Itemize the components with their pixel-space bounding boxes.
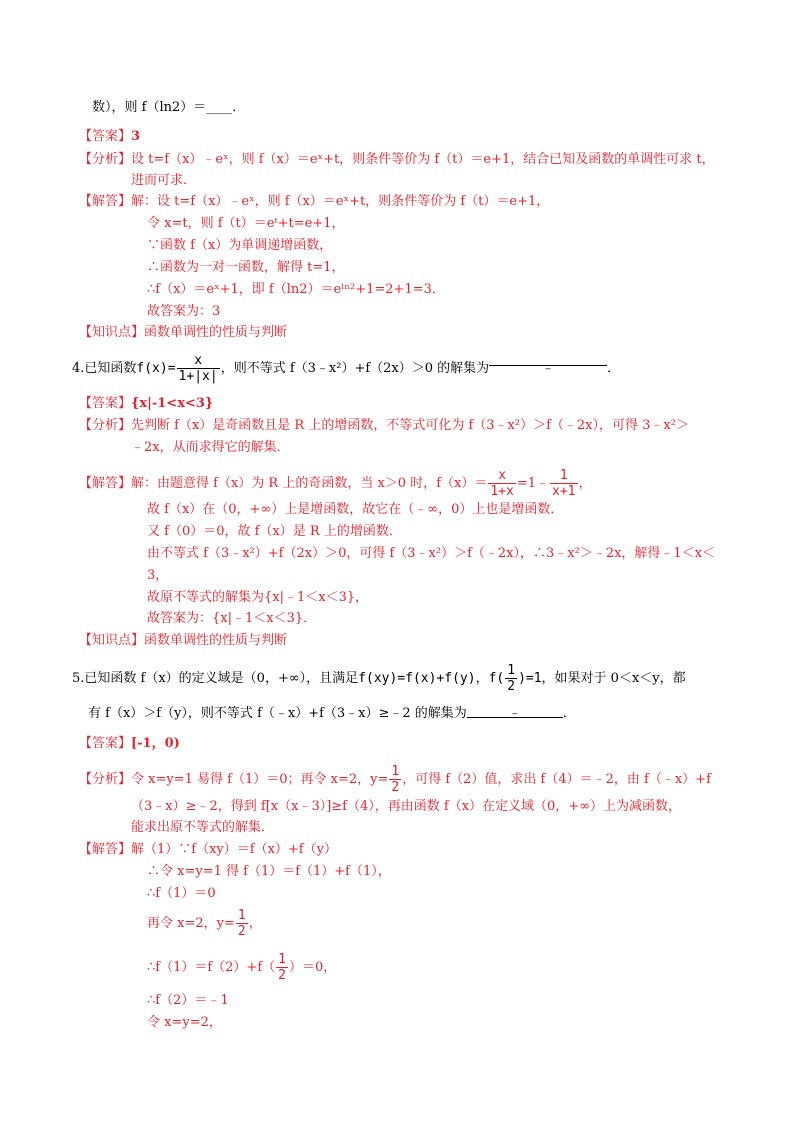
q5-answer — [79, 734, 180, 754]
q5-stem-end: ． — [562, 706, 576, 721]
denominator: 2 — [237, 924, 246, 939]
analysis-fraction — [389, 764, 401, 795]
q5-solution-line — [147, 906, 262, 942]
solution-text: 再令 x=2，y= — [147, 916, 235, 931]
q3-solution-line: 故答案为：3 — [147, 304, 221, 319]
denominator: x+1 — [552, 484, 576, 499]
solution-text: 解：设 t=f（x）﹣eˣ，则 f（x）＝eˣ+t，则条件等价为 f（t）＝e+1， — [131, 194, 550, 209]
numerator: 1 — [559, 468, 568, 483]
q5-analysis-cont: 能求出原不等式的解集． — [131, 820, 275, 835]
q5-solution-line: ∴f（1）＝0 — [147, 886, 216, 901]
numerator: 1 — [237, 908, 246, 923]
q5-solution-line: ∴f（2）＝﹣1 — [147, 993, 229, 1008]
numerator: 1 — [507, 663, 516, 678]
solution-tag: 【解答】 — [79, 476, 132, 491]
q4-stem — [72, 352, 620, 386]
q5-solution — [79, 840, 337, 860]
q5-analysis-cont: （3﹣x）≥﹣2，得到 f[x（x﹣3）]≥f（4），再由函数 f（x）在定义域（0，+∞）上为减函数， — [131, 799, 682, 814]
q4-solution-line: 故答案为：{x|﹣1＜x＜3}． — [147, 611, 317, 626]
numerator: 1 — [391, 764, 400, 779]
q3-knowledge — [79, 323, 287, 343]
denominator: 2 — [278, 968, 286, 983]
q4-knowledge — [79, 631, 287, 651]
numerator: x — [498, 468, 507, 483]
q4-analysis — [79, 416, 689, 436]
answer-tag: 【答案】 — [79, 736, 132, 751]
q5-analysis — [79, 763, 711, 797]
knowledge-tag: 【知识点】 — [79, 325, 145, 340]
analysis-tag: 【分析】 — [79, 772, 132, 787]
solution-text: 解（1）∵f（xy）＝f（x）+f（y） — [131, 842, 337, 857]
solution-text: ）＝0， — [288, 960, 337, 975]
solution-fraction — [236, 908, 248, 939]
q5-function-fraction — [505, 663, 517, 694]
answer-blank — [467, 704, 563, 721]
answer-blank — [489, 352, 607, 376]
q3-solution-line: ∴函数为一对一函数，解得 t=1， — [147, 260, 345, 275]
q5-stem-text: 有 f（x）＞f（y），则不等式 f（﹣x）+f（3﹣x）≥﹣2 的解集为 — [88, 706, 467, 721]
analysis-text: 设 t=f（x）﹣eˣ，则 f（x）＝eˣ+t，则条件等价为 f（t）＝e+1，结合已知及函数的单调性可求 t， — [131, 152, 715, 167]
blank-mark: ﹣ — [508, 706, 522, 721]
q4-solution-line: 故原不等式的解集为{x|﹣1＜x＜3}， — [147, 590, 369, 605]
solution-fraction — [276, 952, 288, 983]
q3-analysis — [79, 150, 715, 170]
q4-analysis-cont: ﹣2x，从而求得它的解集． — [131, 440, 290, 455]
answer-tag: 【答案】 — [79, 129, 132, 144]
numerator: 1 — [278, 952, 286, 967]
knowledge-tag: 【知识点】 — [79, 633, 145, 648]
q4-solution-line: 故 f（x）在（0，+∞）上是增函数，故它在（﹣∞，0）上也是增函数． — [147, 502, 564, 517]
solution-text: =1﹣ — [516, 476, 550, 491]
q4-stem-prefix: 4.已知函数 — [72, 361, 137, 376]
knowledge-text: 函数单调性的性质与判断 — [144, 633, 288, 648]
solution-text: ， — [248, 916, 262, 931]
solution-tag: 【解答】 — [79, 194, 132, 209]
q5-solution-line: 令 x=y=2， — [147, 1015, 222, 1030]
q3-solution — [79, 192, 549, 212]
denominator: 2 — [507, 679, 516, 694]
denominator: 1+x — [490, 484, 514, 499]
knowledge-text: 函数单调性的性质与判断 — [144, 325, 288, 340]
q3-solution-line: ∵函数 f（x）为单调递增函数， — [147, 238, 333, 253]
denominator: 1+|x| — [178, 369, 218, 384]
q5-stem — [72, 661, 686, 697]
q5-stem-line2 — [88, 704, 576, 724]
numerator: x — [194, 353, 203, 368]
q3-stem-tail: 数），则 f（ln2）＝____． — [92, 100, 246, 115]
solution-text: 解：由题意得 f（x）为 R 上的奇函数，当 x＞0 时，f（x）＝ — [131, 476, 488, 491]
q5-stem-suffix: ，如果对于 0＜x＜y，都 — [541, 671, 686, 686]
denominator: 2 — [391, 780, 400, 795]
answer-value: 3 — [131, 129, 141, 144]
answer-value: {x|-1<x<3} — [131, 396, 214, 411]
solution-text: ∴f（1）＝f（2）+f（ — [147, 960, 276, 975]
q4-solution — [79, 466, 592, 502]
analysis-tag: 【分析】 — [79, 418, 132, 433]
blank-mark: ﹣ — [541, 361, 555, 376]
q3-solution-line: 令 x=t，则 f（t）＝eᵗ+t=e+1， — [147, 216, 345, 231]
q3-analysis-cont: 进而可求． — [131, 173, 197, 188]
q4-solution-line: 由不等式 f（3﹣x²）+f（2x）＞0，可得 f（3﹣x²）＞f（﹣2x），∴3﹣x²＞﹣2x，解得﹣1＜x＜ — [147, 546, 716, 561]
q3-answer — [79, 127, 140, 147]
q4-function-fraction — [177, 353, 220, 384]
q5-function-eq: f(xy)=f(x)+f(y)，f( — [358, 671, 505, 686]
analysis-text: ，可得 f（2）值，求出 f（4）＝﹣2，由 f（﹣x）+f — [402, 772, 711, 787]
solution-tag: 【解答】 — [79, 842, 132, 857]
q4-function-lhs: f(x)= — [136, 361, 176, 376]
answer-tag: 【答案】 — [79, 396, 132, 411]
analysis-tag: 【分析】 — [79, 152, 132, 167]
solution-fraction — [488, 468, 515, 499]
q5-function-eq-end: )=1 — [518, 671, 542, 686]
answer-value: [-1，0) — [131, 736, 180, 751]
analysis-text: 先判断 f（x）是奇函数且是 R 上的增函数，不等式可化为 f（3﹣x²）＞f（﹣2x），可得 3﹣x²＞ — [131, 418, 689, 433]
q5-solution-line — [147, 950, 336, 986]
q4-answer — [79, 394, 213, 414]
q3-solution-line: ∴f（x）＝eˣ+1，即 f（ln2）＝eˡⁿ²+1=2+1=3． — [147, 282, 445, 297]
solution-text: ， — [578, 476, 592, 491]
q4-solution-line: 又 f（0）＝0，故 f（x）是 R 上的增函数． — [147, 524, 402, 539]
analysis-text: 令 x=y=1 易得 f（1）＝0；再令 x=2，y= — [131, 772, 389, 787]
q4-stem-end: ． — [607, 361, 621, 376]
q5-stem-prefix: 5.已知函数 f（x）的定义域是（0，+∞），且满足 — [72, 671, 359, 686]
q4-solution-line: 3， — [147, 568, 169, 583]
q5-solution-line: ∴令 x=y=1 得 f（1）＝f（1）+f（1）， — [147, 864, 391, 879]
solution-fraction — [550, 468, 577, 499]
q4-stem-suffix: ，则不等式 f（3﹣x²）+f（2x）＞0 的解集为 — [220, 361, 490, 376]
